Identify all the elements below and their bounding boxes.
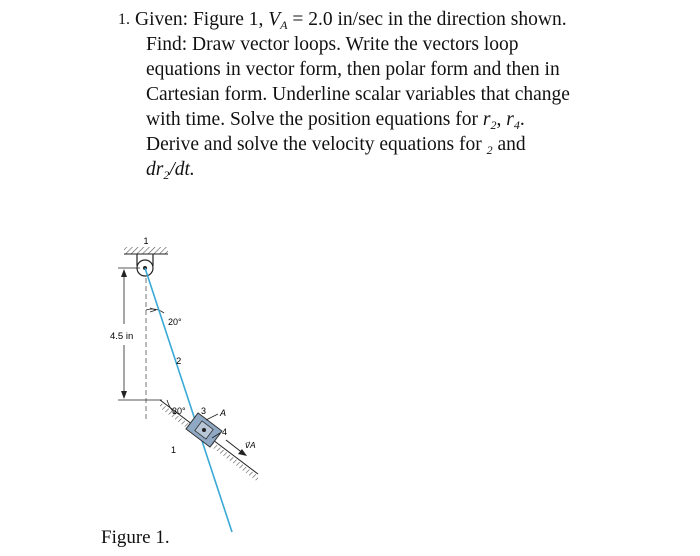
ground-bottom-label: 1 [171, 445, 177, 455]
find-line-3: Cartesian form. Underline scalar variables that change [146, 84, 570, 105]
angle-bottom-label: 30° [172, 406, 186, 416]
slider-label: 4 [222, 427, 228, 437]
velocity-label: v⃗A [245, 440, 256, 450]
dim-arrow-bottom [121, 391, 127, 399]
figure-caption: Figure 1. [101, 527, 170, 548]
point-a-label: A [220, 408, 227, 418]
dim-arrow-top [121, 269, 127, 277]
link-label: 2 [176, 356, 182, 367]
dimension-label: 4.5 in [110, 331, 134, 342]
joint-3-label: 3 [201, 406, 207, 416]
problem-number: 1. [118, 11, 130, 28]
slider-pin [202, 428, 206, 432]
leader-a [206, 414, 218, 420]
top-ground-hatch [124, 247, 168, 254]
find-line-1: Find: Draw vector loops. Write the vectors loop [146, 34, 519, 55]
find-line-4: with time. Solve the position equations for $r_2$, $r_4$. [146, 109, 525, 132]
find-line-2: equations in vector form, then polar form and then in [146, 59, 560, 80]
angle-arrow-top [150, 308, 156, 312]
find-line-6: $dr_2/dt$. [146, 159, 195, 182]
find-line-5: Derive and solve the velocity equations for $_2$ and [146, 134, 526, 157]
given-line: Given: Figure 1, $V_A = 2.0$ in/sec in the direction shown. [135, 9, 567, 32]
angle-top-label: 20° [168, 317, 182, 327]
ground-label: 1 [143, 236, 149, 246]
